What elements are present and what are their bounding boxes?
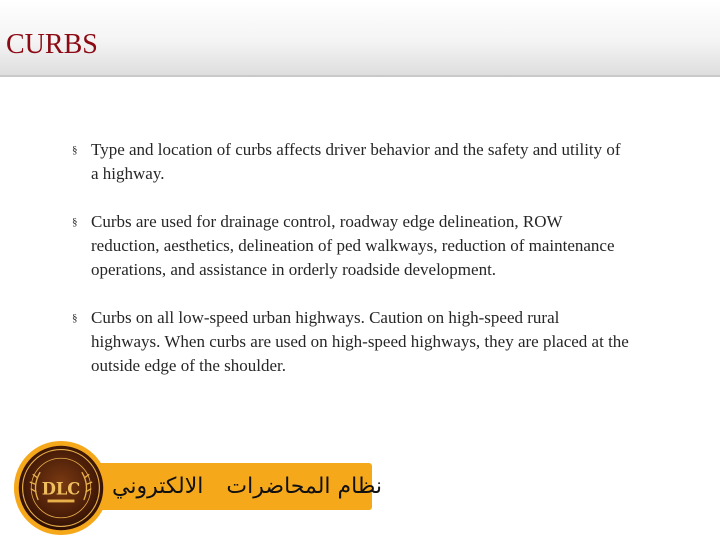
bullet-text: Curbs on all low-speed urban highways. Caution on high-speed rural highways. When curbs are used on high-speed highways, they are placed at the outside edge of the shoulder. <box>91 308 629 375</box>
bullet-item <box>72 138 632 186</box>
dlc-logo-icon <box>13 440 109 536</box>
bullet-item <box>72 306 632 378</box>
title-band <box>0 0 720 75</box>
footer-text-electronic: الالكتروني <box>112 474 204 499</box>
bullet-text: Curbs are used for drainage control, roadway edge delineation, ROW reduction, aesthetics, delineation of ped walkways, reduction of maintenance operations, and assistance in orderly roadside development. <box>91 212 615 279</box>
logo-text: DLC <box>41 479 81 499</box>
title-divider <box>0 75 720 77</box>
footer-text-system: نظام المحاضرات <box>226 474 382 499</box>
footer-caption <box>112 463 382 510</box>
bullet-list <box>72 138 632 402</box>
bullet-text: Type and location of curbs affects driver behavior and the safety and utility of a highway. <box>91 140 621 183</box>
bullet-marker-icon: § <box>72 216 78 228</box>
bullet-marker-icon: § <box>72 312 78 324</box>
slide-title: CURBS <box>6 29 98 60</box>
bullet-marker-icon: § <box>72 144 78 156</box>
bullet-item <box>72 210 632 282</box>
